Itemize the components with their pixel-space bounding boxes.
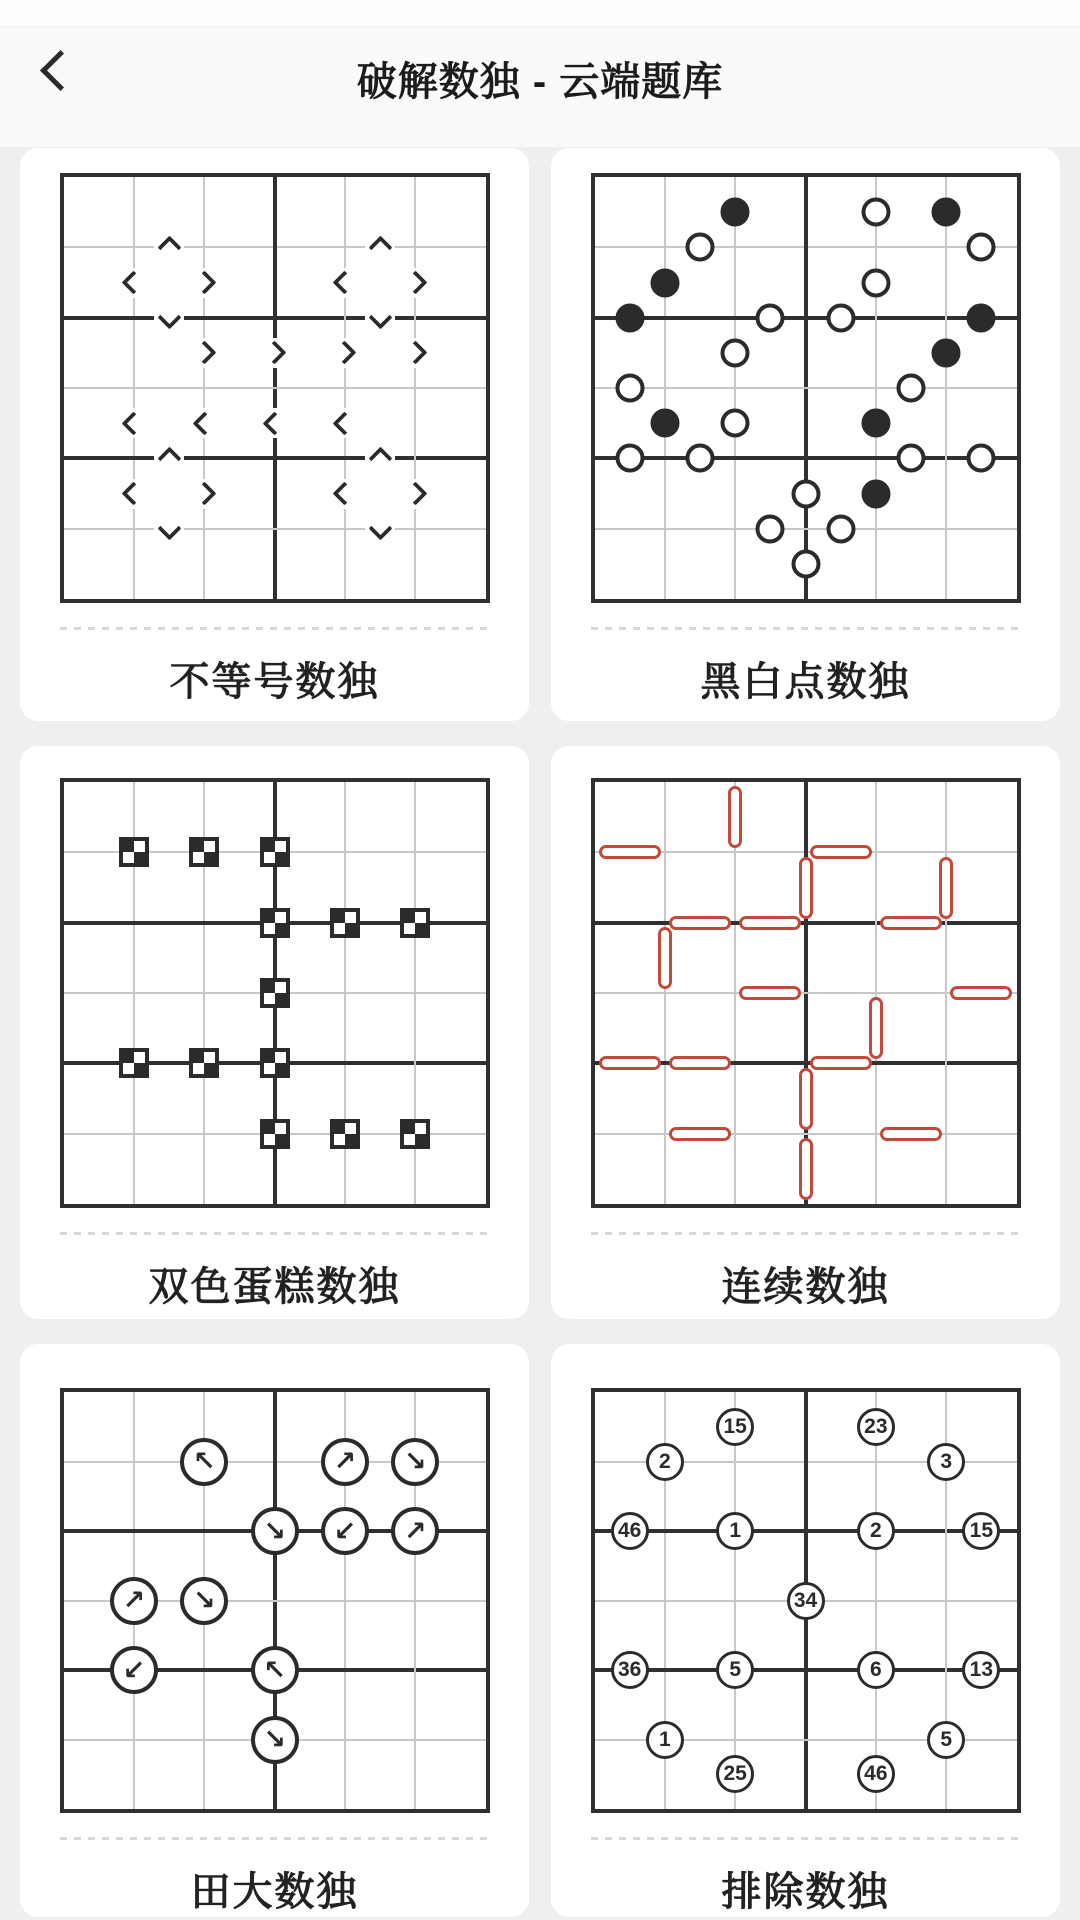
arrow-circle-mark-se: ↘ [251, 1716, 299, 1764]
inequality-chevron-mark-up [365, 232, 395, 262]
puzzle-type-label: 连续数独 [721, 1265, 890, 1309]
inequality-chevron-mark-right [330, 338, 360, 368]
arrow-circle-mark-sw: ↙ [110, 1646, 158, 1694]
inequality-chevron-mark-left [260, 408, 290, 438]
arrow-circle-mark-ne: ↗ [391, 1507, 439, 1555]
consecutive-pill-mark [810, 1056, 872, 1070]
inequality-chevron-mark-right [260, 338, 290, 368]
cake-checker-mark [330, 908, 360, 938]
consecutive-pill-mark [810, 845, 872, 859]
black-dot-mark [932, 198, 961, 227]
number-circle-mark: 15 [716, 1408, 754, 1446]
consecutive-pill-mark [799, 857, 813, 919]
page-title: 破解数独 - 云端题库 [356, 60, 724, 104]
white-dot-mark [861, 198, 890, 227]
arrow-circle-mark-se: ↘ [251, 1507, 299, 1555]
cake-checker-mark [189, 837, 219, 867]
puzzle-type-label: 黑白点数独 [700, 660, 911, 704]
arrow-circle-mark-se: ↘ [180, 1577, 228, 1625]
sudoku-grid-preview [591, 778, 1021, 1208]
consecutive-pill-mark [599, 845, 661, 859]
inequality-chevron-mark-left [330, 408, 360, 438]
cake-checker-mark [189, 1048, 219, 1078]
grid-line-vertical [875, 1392, 877, 1809]
sudoku-grid-preview [591, 173, 1021, 603]
white-dot-mark [897, 374, 926, 403]
black-dot-mark [721, 198, 750, 227]
white-dot-mark [967, 233, 996, 262]
arrow-circle-mark-nw: ↖ [251, 1646, 299, 1694]
dashed-divider [60, 1837, 490, 1840]
grid-line-vertical [414, 177, 416, 599]
grid-line-horizontal [64, 456, 486, 460]
number-circle-mark: 25 [716, 1755, 754, 1793]
inequality-chevron-mark-left [119, 408, 149, 438]
sudoku-grid-preview [60, 173, 490, 603]
number-circle-mark: 46 [611, 1512, 649, 1550]
grid-line-horizontal [64, 528, 486, 530]
black-dot-mark [650, 409, 679, 438]
inequality-chevron-mark-down [365, 514, 395, 544]
cake-checker-mark [400, 1119, 430, 1149]
number-circle-mark: 36 [611, 1651, 649, 1689]
puzzle-card-exclusion[interactable] [551, 1344, 1060, 1917]
number-circle-mark: 15 [962, 1512, 1000, 1550]
consecutive-pill-mark [728, 786, 742, 848]
black-dot-mark [615, 303, 644, 332]
inequality-chevron-mark-right [189, 268, 219, 298]
grid-line-vertical [945, 782, 947, 1204]
white-dot-mark [756, 303, 785, 332]
number-circle-mark: 13 [962, 1651, 1000, 1689]
consecutive-pill-mark [799, 1138, 813, 1200]
inequality-chevron-mark-down [154, 303, 184, 333]
white-dot-mark [686, 444, 715, 473]
puzzle-type-label: 田大数独 [190, 1870, 359, 1914]
inequality-chevron-mark-right [189, 479, 219, 509]
puzzle-type-label: 不等号数独 [169, 660, 380, 704]
inequality-chevron-mark-right [400, 479, 430, 509]
grid-line-horizontal [595, 387, 1017, 389]
number-circle-mark: 23 [857, 1408, 895, 1446]
black-dot-mark [967, 303, 996, 332]
puzzle-card-two-color-cake[interactable] [20, 746, 529, 1319]
white-dot-mark [615, 374, 644, 403]
grid-line-vertical [875, 782, 877, 1204]
number-circle-mark: 6 [857, 1651, 895, 1689]
grid-line-horizontal [595, 456, 1017, 460]
number-circle-mark: 46 [857, 1755, 895, 1793]
consecutive-pill-mark [669, 1127, 731, 1141]
grid-line-horizontal [595, 1133, 1017, 1135]
black-dot-mark [932, 338, 961, 367]
consecutive-pill-mark [880, 916, 942, 930]
sudoku-grid-preview [591, 1388, 1021, 1813]
inequality-chevron-mark-right [400, 268, 430, 298]
cake-checker-mark [260, 837, 290, 867]
sudoku-grid-preview [60, 778, 490, 1208]
inequality-chevron-mark-right [400, 338, 430, 368]
puzzle-type-label: 排除数独 [721, 1870, 890, 1914]
grid-line-horizontal [595, 528, 1017, 530]
consecutive-pill-mark [599, 1056, 661, 1070]
cake-checker-mark [260, 1048, 290, 1078]
inequality-chevron-mark-left [119, 268, 149, 298]
white-dot-mark [756, 514, 785, 543]
app-header [0, 0, 1080, 147]
white-dot-mark [826, 303, 855, 332]
grid-line-vertical [344, 177, 346, 599]
grid-line-vertical [945, 177, 947, 599]
grid-line-vertical [875, 177, 877, 599]
inequality-chevron-mark-down [365, 303, 395, 333]
consecutive-pill-mark [869, 997, 883, 1059]
number-circle-mark: 2 [857, 1512, 895, 1550]
white-dot-mark [721, 409, 750, 438]
consecutive-pill-mark [739, 986, 801, 1000]
cake-checker-mark [119, 837, 149, 867]
number-circle-mark: 2 [646, 1443, 684, 1481]
status-bar [0, 0, 1080, 27]
cake-checker-mark [260, 908, 290, 938]
inequality-chevron-mark-left [330, 268, 360, 298]
inequality-chevron-mark-up [365, 443, 395, 473]
arrow-circle-mark-se: ↘ [391, 1438, 439, 1486]
arrow-circle-mark-nw: ↖ [180, 1438, 228, 1486]
dashed-divider [591, 627, 1021, 630]
puzzle-card-arrow[interactable] [20, 1344, 529, 1917]
puzzle-card-grid [0, 147, 1080, 1920]
white-dot-mark [826, 514, 855, 543]
inequality-chevron-mark-up [154, 443, 184, 473]
number-circle-mark: 5 [716, 1651, 754, 1689]
cake-checker-mark [260, 1119, 290, 1149]
dashed-divider [60, 627, 490, 630]
consecutive-pill-mark [950, 986, 1012, 1000]
grid-line-horizontal [595, 1668, 1017, 1672]
consecutive-pill-mark [669, 1056, 731, 1070]
black-dot-mark [861, 409, 890, 438]
white-dot-mark [791, 549, 820, 578]
dashed-divider [60, 1232, 490, 1235]
puzzle-card-inequality[interactable] [20, 148, 529, 721]
white-dot-mark [791, 479, 820, 508]
cake-checker-mark [119, 1048, 149, 1078]
number-circle-mark: 5 [927, 1721, 965, 1759]
arrow-circle-mark-ne: ↗ [110, 1577, 158, 1625]
puzzle-card-black-white-dots[interactable] [551, 148, 1060, 721]
cake-checker-mark [400, 908, 430, 938]
number-circle-mark: 1 [716, 1512, 754, 1550]
inequality-chevron-mark-right [189, 338, 219, 368]
cake-checker-mark [330, 1119, 360, 1149]
puzzle-type-label: 双色蛋糕数独 [148, 1265, 401, 1309]
white-dot-mark [615, 444, 644, 473]
number-circle-mark: 34 [787, 1582, 825, 1620]
white-dot-mark [967, 444, 996, 473]
puzzle-card-consecutive[interactable] [551, 746, 1060, 1319]
inequality-chevron-mark-left [119, 479, 149, 509]
arrow-circle-mark-sw: ↙ [321, 1507, 369, 1555]
sudoku-grid-preview [60, 1388, 490, 1813]
consecutive-pill-mark [939, 857, 953, 919]
black-dot-mark [650, 268, 679, 297]
consecutive-pill-mark [799, 1068, 813, 1130]
white-dot-mark [721, 338, 750, 367]
number-circle-mark: 1 [646, 1721, 684, 1759]
grid-line-horizontal [64, 387, 486, 389]
white-dot-mark [861, 268, 890, 297]
black-dot-mark [861, 479, 890, 508]
dashed-divider [591, 1232, 1021, 1235]
inequality-chevron-mark-left [189, 408, 219, 438]
inequality-chevron-mark-down [154, 514, 184, 544]
dashed-divider [591, 1837, 1021, 1840]
arrow-circle-mark-ne: ↗ [321, 1438, 369, 1486]
inequality-chevron-mark-left [330, 479, 360, 509]
consecutive-pill-mark [658, 927, 672, 989]
cake-checker-mark [260, 978, 290, 1008]
consecutive-pill-mark [880, 1127, 942, 1141]
consecutive-pill-mark [739, 916, 801, 930]
white-dot-mark [897, 444, 926, 473]
inequality-chevron-mark-up [154, 232, 184, 262]
white-dot-mark [686, 233, 715, 262]
consecutive-pill-mark [669, 916, 731, 930]
number-circle-mark: 3 [927, 1443, 965, 1481]
